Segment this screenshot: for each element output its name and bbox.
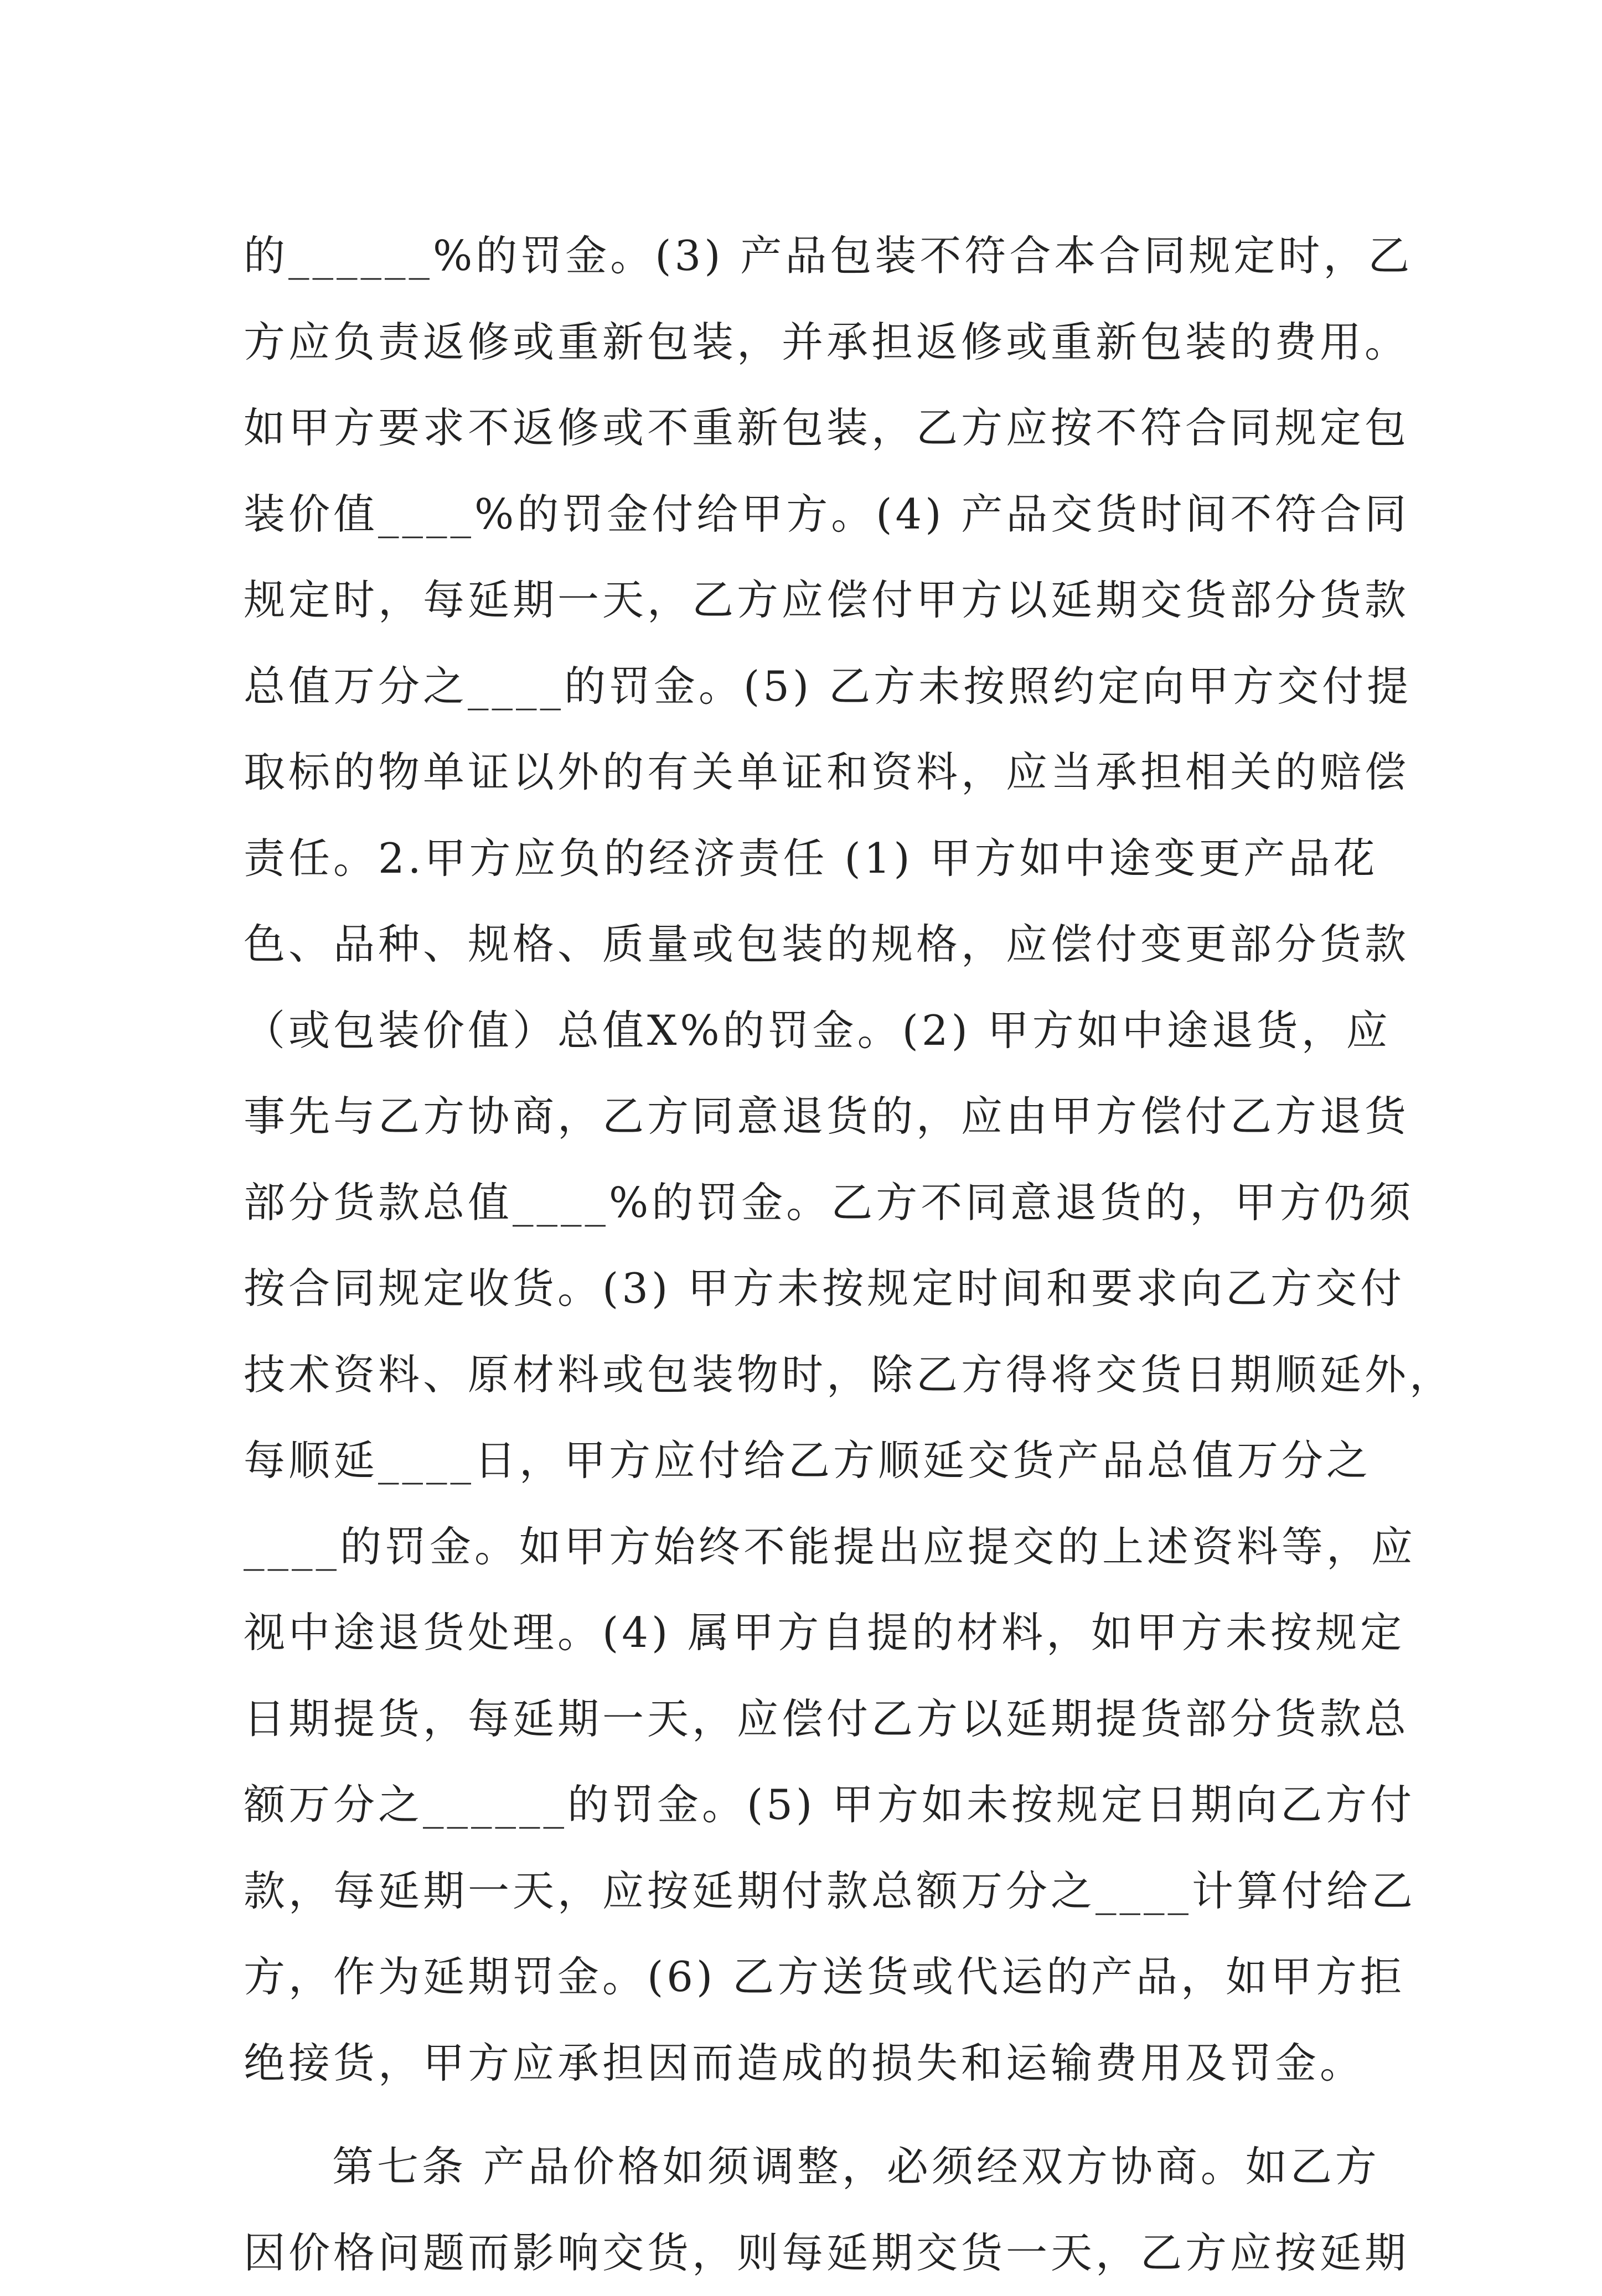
text-line-indented: 第七条 产品价格如须调整，必须经双方协商。如乙方 bbox=[244, 2124, 1384, 2210]
text-line: 色、品种、规格、质量或包装的规格，应偿付变更部分货款 bbox=[244, 901, 1384, 988]
text-line: 每顺延____日，甲方应付给乙方顺延交货产品总值万分之 bbox=[244, 1418, 1384, 1504]
text-line: 额万分之______的罚金。(5) 甲方如未按规定日期向乙方付 bbox=[244, 1762, 1384, 1848]
paragraph-spacer bbox=[244, 2106, 1384, 2124]
text-line: ____的罚金。如甲方始终不能提出应提交的上述资料等，应 bbox=[244, 1504, 1384, 1590]
text-line: 的______%的罚金。(3) 产品包装不符合本合同规定时，乙 bbox=[244, 213, 1384, 299]
text-line: 总值万分之____的罚金。(5) 乙方未按照约定向甲方交付提 bbox=[244, 644, 1384, 730]
paragraph-article-seven bbox=[244, 2124, 1384, 2296]
text-line: 事先与乙方协商，乙方同意退货的，应由甲方偿付乙方退货 bbox=[244, 1074, 1384, 1160]
text-line: 因价格问题而影响交货，则每延期交货一天，乙方应按延期 bbox=[244, 2210, 1384, 2296]
document-body bbox=[244, 213, 1384, 2296]
text-line: 规定时，每延期一天，乙方应偿付甲方以延期交货部分货款 bbox=[244, 557, 1384, 644]
text-line: （或包装价值）总值X%的罚金。(2) 甲方如中途退货，应 bbox=[244, 988, 1384, 1074]
text-line: 责任。2.甲方应负的经济责任 (1) 甲方如中途变更产品花 bbox=[244, 816, 1384, 902]
text-line: 日期提货，每延期一天，应偿付乙方以延期提货部分货款总 bbox=[244, 1676, 1384, 1763]
paragraph-liability bbox=[244, 213, 1384, 2106]
text-line: 绝接货，甲方应承担因而造成的损失和运输费用及罚金。 bbox=[244, 2020, 1384, 2107]
text-line: 方，作为延期罚金。(6) 乙方送货或代运的产品，如甲方拒 bbox=[244, 1934, 1384, 2020]
text-line: 视中途退货处理。(4) 属甲方自提的材料，如甲方未按规定 bbox=[244, 1590, 1384, 1676]
text-line: 如甲方要求不返修或不重新包装，乙方应按不符合同规定包 bbox=[244, 385, 1384, 471]
text-line: 装价值____%的罚金付给甲方。(4) 产品交货时间不符合同 bbox=[244, 471, 1384, 558]
text-line: 部分货款总值____%的罚金。乙方不同意退货的，甲方仍须 bbox=[244, 1160, 1384, 1246]
text-line: 按合同规定收货。(3) 甲方未按规定时间和要求向乙方交付 bbox=[244, 1246, 1384, 1332]
text-line: 技术资料、原材料或包装物时，除乙方得将交货日期顺延外， bbox=[244, 1332, 1384, 1418]
text-line: 款，每延期一天，应按延期付款总额万分之____计算付给乙 bbox=[244, 1848, 1384, 1935]
text-line: 方应负责返修或重新包装，并承担返修或重新包装的费用。 bbox=[244, 299, 1384, 386]
text-line: 取标的物单证以外的有关单证和资料，应当承担相关的赔偿 bbox=[244, 729, 1384, 816]
